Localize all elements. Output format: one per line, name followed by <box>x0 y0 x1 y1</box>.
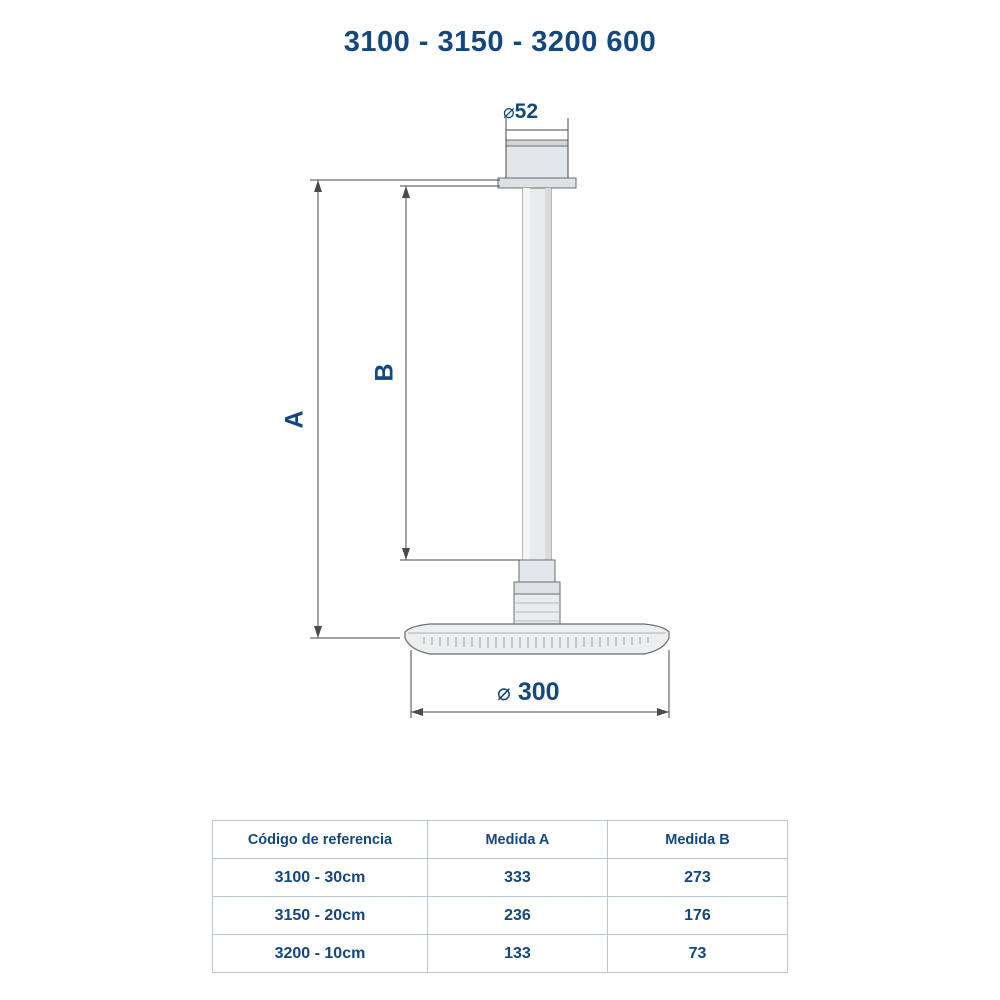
cell-measure-b: 176 <box>607 897 787 935</box>
ceiling-flange <box>498 140 576 188</box>
table-header-reference-code: Código de referencia <box>213 821 428 859</box>
diameter-symbol-top: ⌀ <box>503 102 515 123</box>
cell-measure-b: 273 <box>607 859 787 897</box>
dimension-label-diameter-top <box>503 100 538 124</box>
page-title: 3100 - 3150 - 3200 600 <box>343 26 657 58</box>
diameter-value-top: 52 <box>514 100 538 123</box>
table-header-measure-b: Medida B <box>607 821 787 859</box>
table-header-measure-a: Medida A <box>427 821 607 859</box>
cell-measure-a: 133 <box>427 935 607 973</box>
shower-product-geometry <box>405 140 669 654</box>
cell-measure-a: 333 <box>427 859 607 897</box>
table-header-row <box>213 821 788 859</box>
dimension-label-diameter-head <box>497 678 560 707</box>
dimension-label-a: A <box>280 410 309 429</box>
diameter-symbol-head: ⌀ <box>497 679 511 705</box>
cell-reference-code: 3200 - 10cm <box>213 935 428 973</box>
vertical-arm <box>523 188 551 560</box>
cell-measure-b: 73 <box>607 935 787 973</box>
cell-measure-a: 236 <box>427 897 607 935</box>
table-row <box>213 859 788 897</box>
cell-reference-code: 3150 - 20cm <box>213 897 428 935</box>
dimension-label-b: B <box>370 363 399 382</box>
shower-head <box>405 624 669 654</box>
specification-table <box>212 820 788 973</box>
table-row <box>213 897 788 935</box>
diameter-value-head: 300 <box>517 678 560 706</box>
table-row <box>213 935 788 973</box>
arm-joint <box>514 560 560 628</box>
cell-reference-code: 3100 - 30cm <box>213 859 428 897</box>
